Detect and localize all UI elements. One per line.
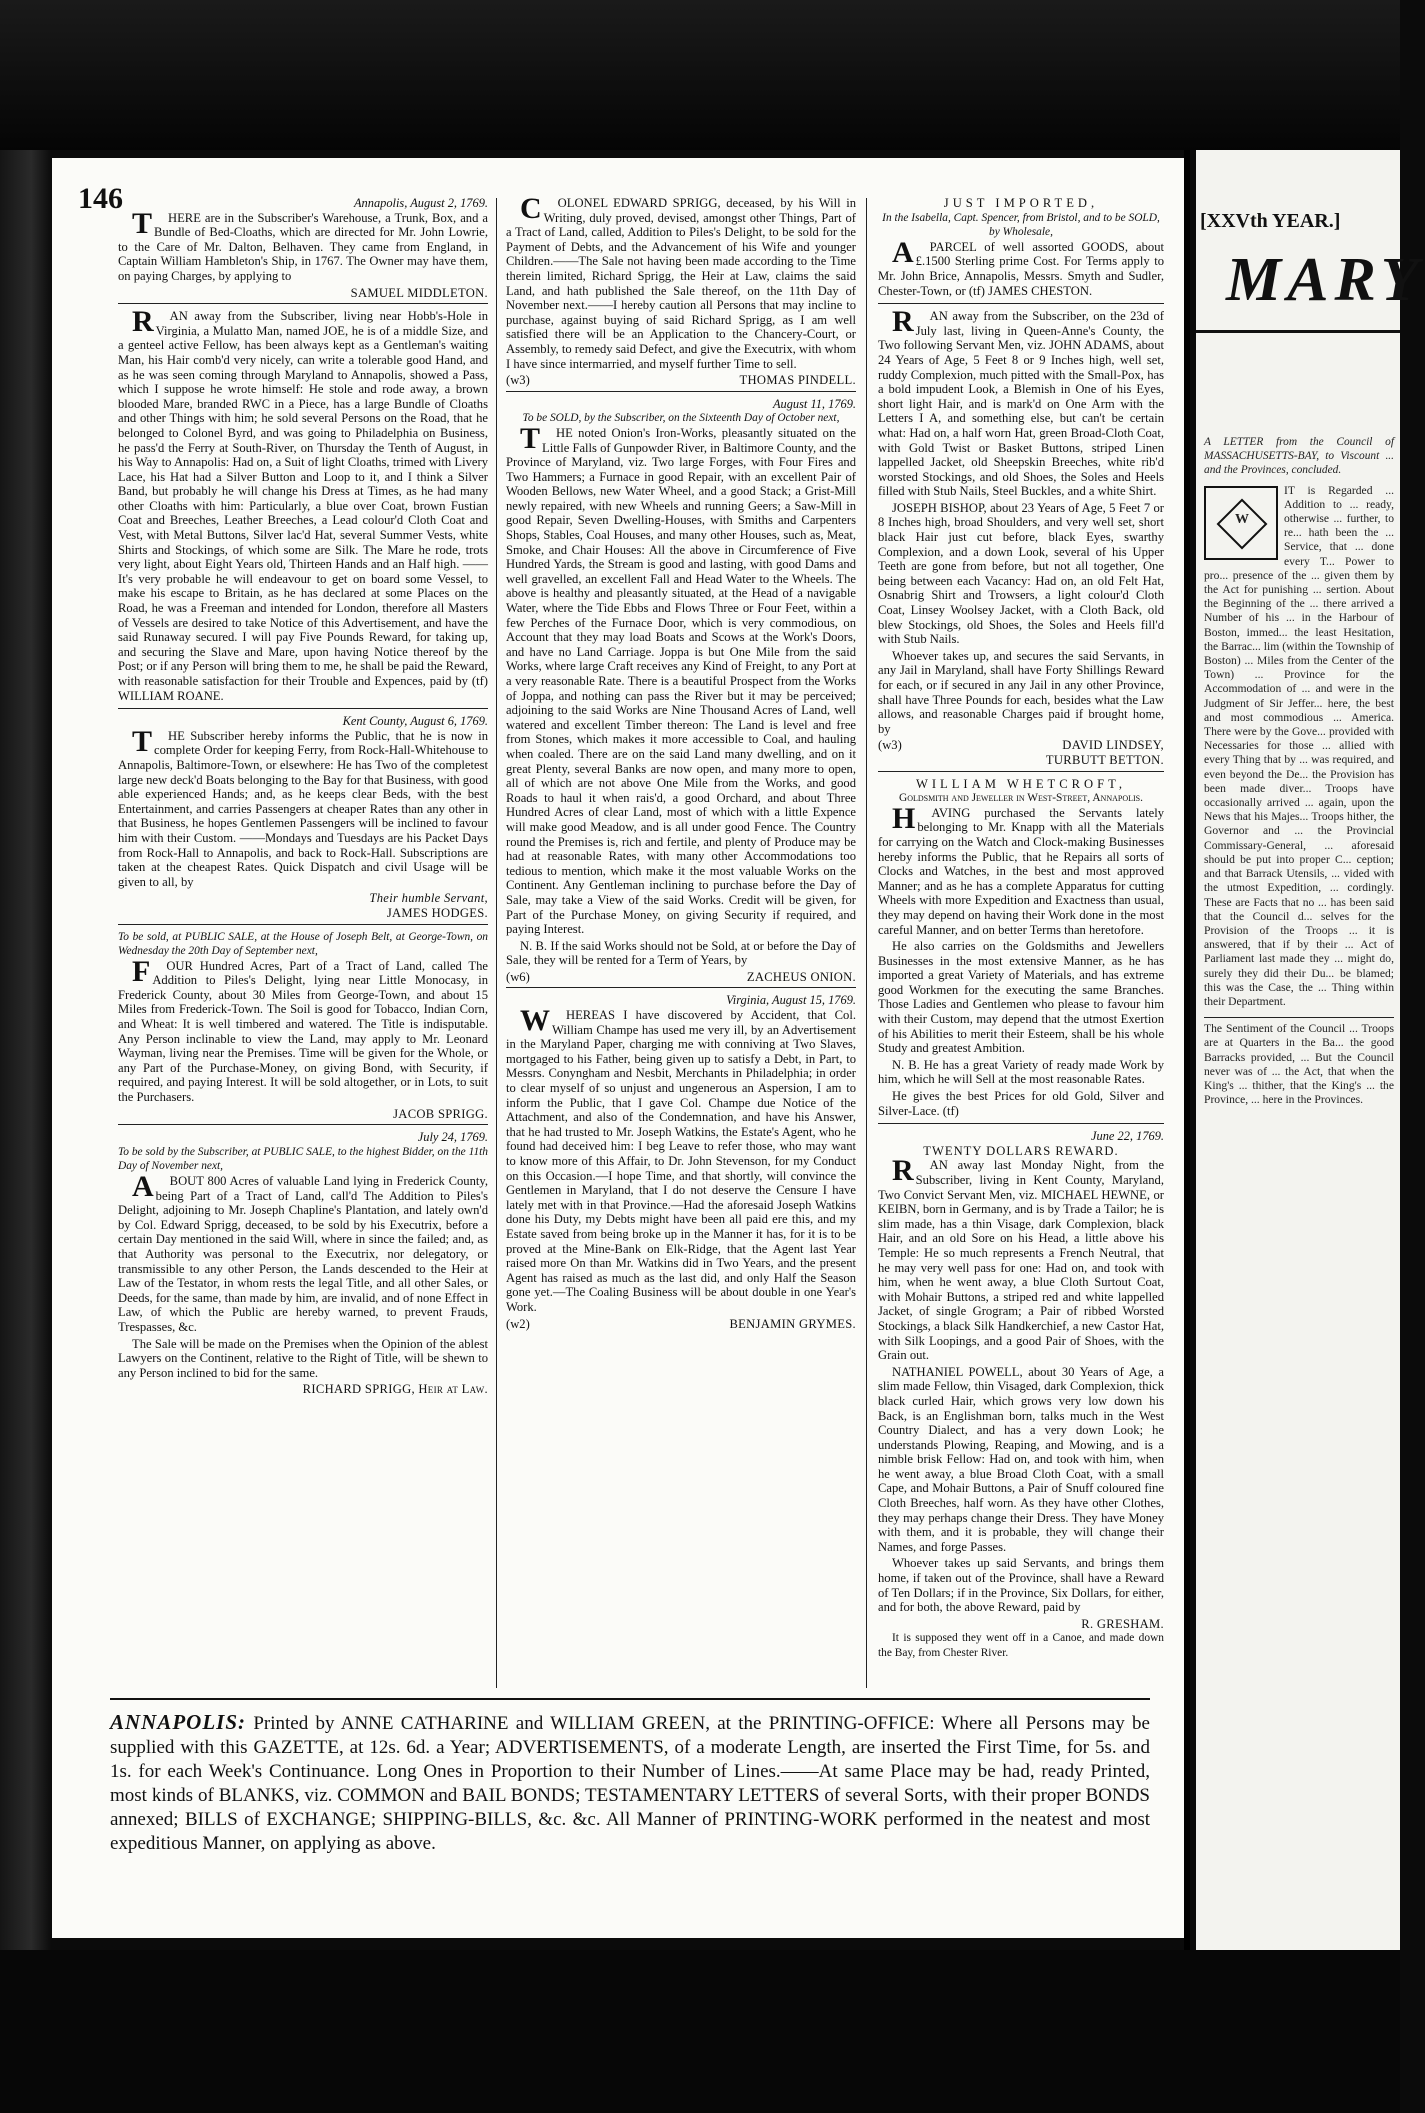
column-rule — [866, 198, 867, 1688]
book-gutter — [0, 150, 52, 2113]
ad-text: RAN away last Monday Night, from the Subscriber, living in Kent County, Maryland, Two Convict Servant Men, viz. MICHAEL HEWNE, or KEIBN, born in Germany, and is by Trade a Tailor; he is slim made, has a thin Visage, dark Complexion, black Hair, and an old Sore on his Head, a little above his Temple: He so much represents a French Neutral, that he may very well pass for one: Had on, and took with him, when he went away, a blue Cloth Surtout Coat, with Mohair Buttons, a striped red and white lappelled Jacket, of single Grogram; a Pair of ribbed Worsted Stockings, a black Silk Handkerchief, a new Castor Hat, with Silk Loopings, and a good Pair of Shoes, with the Grain out. — [878, 1154, 1164, 1363]
ad-code: (w2) — [506, 1316, 530, 1331]
ad-text: ABOUT 800 Acres of valuable Land lying in Frederick County, being Part of a Tract of Land, call'd The Addition to Piles's Delight, adjoining to Mr. Joseph Chapline's Plantation, and lately own'd by Col. Edward Sprigg, deceased, to be sold by his Executrix, before a certain Day mentioned in the said Will, where in since the failed; and, as that Authority was personal to the Executrix, nor delegatory, or transmissible to any other Person, the Lands descended to the Heir at Law of the Testator, in whom rests the legal Title, and all other Sales, or Deeds, for the same, than made by him, are invalid, and of none Effect in Law, of which the Public are hereby warned, to prevent Frauds, Trespasses, &c. — [118, 1170, 488, 1334]
ad-text-2: The Sale will be made on the Premises when the Opinion of the ablest Lawyers on the Continent, relative to the Right of Title, will be shewn to any Person inclined to bid for the same. — [118, 1336, 488, 1380]
signature: DAVID LINDSEY, — [1062, 738, 1164, 753]
signature-line — [506, 1317, 856, 1332]
signature: RICHARD SPRIGG, Heir at Law. — [302, 1382, 488, 1397]
column-1 — [118, 196, 488, 1397]
ad-note: N. B. He has a great Variety of ready made Work by him, which he will Sell at the most reasonable Rates. — [878, 1057, 1164, 1087]
printer-imprint — [110, 1710, 1150, 1856]
ad-text-2: NATHANIEL POWELL, about 30 Years of Age, a slim made Fellow, thin Visaged, dark Complexion, thick black curled Hair, which grows very low down his Back, is an Englishman born, talks much in the West Country Dialect, and has a very down Look; he understands Plowing, Reaping, and Mowing, and is a nimble brisk Fellow: Had on, and took with him, when he went away, a blue Broad Cloth Coat, with a small Cape, and Mohair Buttons, a Pair of Snuff coloured fine Cloth Breeches, half worn. As they have other Clothes, they may perhaps change their Dress. They have Money with them, and it is probable, they will change their Names, and forge Passes. — [878, 1364, 1164, 1554]
signature-line — [506, 970, 856, 985]
signature: JACOB SPRIGG. — [393, 1106, 488, 1121]
ad-subheading: Goldsmith and Jeweller in West-Street, Annapolis. — [899, 792, 1143, 805]
imprint-text: Printed by ANNE CATHARINE and WILLIAM GREEN, at the PRINTING-OFFICE: Where all Persons may be supplied with this GAZETTE, at 12s. 6d. a Year; ADVERTISEMENTS, of a moderate Length, are inserted the First Time, for 5s. and 1s. for each Week's Continuance. Long Ones in Proportion to their Number of Lines.——At same Place may be had, ready Printed, most kinds of BLANKS, viz. COMMON and BAIL BONDS; TESTAMENTARY LETTERS of several Sorts, with their proper BONDS annexed; BILLS of EXCHANGE; SHIPPING-BILLS, &c. &c. All Manner of PRINTING-WORK performed in the neatest and most expeditious Manner, on applying as above. — [110, 1713, 1150, 1854]
ad-twenty-dollars-reward — [878, 1129, 1164, 1660]
ad-text: WHEREAS I have discovered by Accident, that Col. William Champe has used me very ill, by an Advertisement in the Maryland Paper, charging me with conniving at Two Slaves, mortgaged to his Father, being given up to satisfy a Debt, in Part, to Messrs. Conyngham and Nesbit, Merchants in Philadelphia; in order to clear myself of so unjust and ungenerous an Aspersion, I am to inform the Public, that I gave Col. Champe due Notice of the Attachment, and also of the Condemnation, and have his Answer, that he had trusted to Mr. Joseph Watkins, the Estate's Agent, who he found had deceived him: I beg Leave to refer those, who may want to know more of this Affair, to Dr. John Stevenson, for my Conduct on this Occasion.—I hope Time, and that shortly, will convince the Gentlemen in Maryland, that I do not deserve the Censure I have lately met with in that Province.—Had the aforesaid Joseph Watkins done his Duty, my Debts might have been all paid ere this, and my Estate saved from being broke up in the Manner it has, for it is to be proved at the Mine-Bank on Elk-Ridge, that the Agent last Year raised more On than Mr. Watkins did in Two Years, and the present Agent has raised as much as the last did, and only Half the Season gone yet.—The Coaling Business will be about double in one Year's Work. — [506, 1004, 856, 1314]
ad-text: HAVING purchased the Servants lately belonging to Mr. Knapp with all the Materials for carrying on the Watch and Clock-making Businesses hereby informs the Public, that he Repairs all sorts of Clocks and Watches, in the best and most approved Manner; and as he has a complete Apparatus for cutting Wheels with more Expedition and Exactness than usual, they may depend on having their Work done in the most careful Manner, and on better Terms than heretofore. — [878, 801, 1164, 937]
ad-code: (w3) — [506, 373, 530, 388]
scan-background-bottom — [0, 1950, 1400, 2113]
ad-text-2: He also carries on the Goldsmiths and Jewellers Businesses in the most extensive Manner, as he has imported a great Variety of Materials, and has extreme good Workmen for the executing the same Branches. Those Ladies and Gentlemen who please to favour him with their Custom, may depend that the utmost Exertion of his Abilities to merit their Esteem, shall be his whole Study and greatest Ambition. — [878, 939, 1164, 1056]
column-rule — [496, 198, 497, 1688]
adjacent-text-2: The Sentiment of the Council ... Troops are at Quarters in the Ba... the good Barracks provided, ... But the Council never was of ... the Act, that when the King's ... thither, that the King's ... the Province, ... here in the Provinces. — [1204, 1017, 1394, 1107]
dateline: Virginia, August 15, 1769. — [726, 993, 856, 1008]
ad-subheading: In the Isabella, Capt. Spencer, from Bristol, and to be SOLD, by Wholesale, — [882, 211, 1160, 239]
ad-text: FOUR Hundred Acres, Part of a Tract of Land, called The Addition to Piles's Delight, lying near Little Monocasy, in Frederick County, about 30 Miles from George-Town, and about 15 Miles from Frederick-Town. The Soil is good for Tobacco, Indian Corn, and Wheat: It is well timbered and watered. The Title is indisputable. Any Person inclinable to view the Land, may apply to Mr. Leonard Wayman, living near the Premises. Time will be given for the Whole, or any Part of the Purchase-Money, on giving Bond, with Security, if required, and paying Interest. It will be sold altogether, or in Lots, to suit the Purchasers. — [118, 954, 488, 1105]
adjacent-year: [XXVth YEAR.] — [1200, 210, 1341, 232]
ad-land-sale-richard-sprigg — [118, 1130, 488, 1397]
ad-note: It is supposed they went off in a Canoe, and made down the Bay, from Chester River. — [878, 1632, 1164, 1659]
dateline: August 11, 1769. — [772, 396, 856, 411]
ad-heading: To be SOLD, by the Subscriber, on the Sixteenth Day of October next, — [522, 412, 840, 425]
ornamental-initial-icon — [1204, 486, 1278, 560]
signature: BENJAMIN GRYMES. — [729, 1316, 856, 1331]
scan-background-top — [0, 0, 1400, 150]
ad-public-sale-sprigg — [118, 930, 488, 1126]
signature: R. GRESHAM. — [1081, 1616, 1164, 1631]
newspaper-page — [52, 158, 1184, 1938]
adjacent-column — [1204, 435, 1394, 1107]
initial-letter: W — [1235, 511, 1249, 527]
dateline: Annapolis, August 2, 1769. — [353, 196, 488, 210]
footer-rule — [110, 1698, 1150, 1700]
signature-line — [506, 373, 856, 388]
ad-heading: TWENTY DOLLARS REWARD. — [923, 1143, 1119, 1158]
ad-runaway-joe — [118, 305, 488, 709]
ad-text: RAN away from the Subscriber, living near Hobb's-Hole in Virginia, a Mulatto Man, named JOE, he is of a middle Size, and a genteel active Fellow, has been always kept as a Gentleman's waiting Man, his Hair comb'd very nicely, can write a tolerable good Hand, and as he was seen coming through Maryland to Annapolis, showed a Pass, which I suppose he wrote himself: He stole and rode away, a brown blooded Mare, branded RWC in a Piece, has a large Bundle of Cloaths and other Things with him; he sold several Persons on the Road, that he belonged to Colonel Byrd, and was going to Philadelphia on Business, he pass'd the Ferry at South-River, on Thursday the Tenth of August, in his Way to Annapolis: Had on, a Suit of light Cloaths, trimed with Livery Lace, his Hat had a Silver Button and Loop to it, and I think a Silver Band, but probably he will change his Dress at Times, as he had many other Cloaths with him: Particularly, a blue over Coat, brown Fustian Coat and Breeches, Leather Breeches, a Lead colour'd Cloth Coat and Vest, with Metal Buttons, Silver lac'd Hat, several Summer Vests, white Shirts and Stockings, of which some are Silk. The Mare he rode, trots very light, about Eight Years old, Thirteen Hands and an Half high. ——It's very probable he will endeavour to get on board some Vessel, to make his escape to Britain, as he has declared at some Places on the Road, he was a Freeman and intended for London, therefore all Masters of Vessels are desired to take Notice of this Advertisement, and have the said Runaway secured. I will pay Five Pounds Reward, for taking up, and securing the Slave and Mare, upon having Notice thereof by the Post; or if any Person will bring them to me, he shall be paid the Reward, with reasonable satisfaction for their Trouble and Expences, paid by (tf) WILLIAM ROANE. — [118, 305, 488, 703]
page-edge-shadow — [1184, 150, 1190, 1950]
imprint-place: ANNAPOLIS: — [110, 1710, 247, 1734]
ad-heading: WILLIAM WHETCROFT, — [915, 776, 1127, 791]
ad-code: (w3) — [878, 738, 902, 753]
closing: Their humble Servant, — [369, 891, 488, 906]
ad-note: N. B. If the said Works should not be Sold, at or before the Day of Sale, they will be rented for a Term of Years, by — [506, 938, 856, 968]
ad-text: THERE are in the Subscriber's Warehouse, a Trunk, Box, and a Bundle of Bed-Cloaths, which are directed for Mr. John Lowrie, to the Care of Mr. Dalton, Belhaven. They came from England, in Captain William Hambleton's Ship, in 1767. The Owner may have them, on paying Charges, by applying to — [118, 206, 488, 283]
column-2 — [506, 192, 856, 1331]
ad-caution-pindell — [506, 192, 856, 392]
ad-runaway-servants-lindsey — [878, 305, 1164, 771]
adjacent-text: IT is Regarded ... Addition to ... ready, otherwise ... further, to re... hath been the ... Service, that ... done every T... Power to pro... presence of the ... given them by the Act for punishing ... sertion. About the Beginning of the ... there arrived a Number of his ... in the Harbour of Boston, immed... the least Hesitation, the Barrac... lim (within the Township of Boston) ... Miles from the Center of the Town) ... Province for the Accommodation of ... and were in the Judgment of Sir Jeffer... here, the best and most commodious ... America. There were by the Gove... provided with Necessaries for those ... allied with every Thing that by ... was required, and even beyond the De... the Provision has been made diver... Troops have occasionally arrived ... again, upon the News that his Majes... Troops hither, the Governor and ... the Provincial Commissary-General, ... aforesaid should be put into proper C... ception; and that Barrack Utensils, ... vided with the utmost Expedition, ... cordingly. These are Facts that no ... has been said that the Council d... selves for the Provision of the Troops ... it is answered, that if by their ... Act of Parliament last made they ... might do, surely they did their Du... be blamed; this was the Case, the ... Thing within their Department. — [1204, 483, 1394, 1008]
ad-just-imported — [878, 196, 1164, 304]
masthead-rule — [1196, 330, 1400, 333]
signature: JAMES HODGES. — [386, 905, 488, 920]
ad-text-3: Whoever takes up said Servants, and brings them home, if taken out of the Province, shall have a Reward of Ten Dollars; if in the Province, Six Dollars, for either, and for both, the above Reward, paid by — [878, 1556, 1164, 1615]
ad-text: THE noted Onion's Iron-Works, pleasantly situated on the Little Falls of Gunpowder River, in Baltimore County, and the Province of Maryland, viz. Two large Forges, with Four Fires and Two Hammers; a Furnace in good Repair, with an excellent Pair of Wooden Bellows, new Water Wheel, and a good Stack; a Grist-Mill newly repaired, with new Wheels and running Geers; a Saw-Mill in good Repair, Seven Dwelling-Houses, with Smiths and Carpenters Shops, Stables, Coal Houses, and many other Houses, such as, Meat, Smoke, and Chair Houses: All the above in Circumference of Five Hundred Yards, the Stream is good and lasting, with good Dams and well gravelled, an excellent Fall and Head Water to the Wheels. The above is healthy and pleasantly situated, at the Head of a navigable Water, where the Tide Ebbs and Flows Three or Four Feet, within a few Perches of the Furnace Door, which is very commodious, on Account that they may load Boats and Scows at the Work's Doors, and have no Land Carriage. Joppa is but One Mile from the said Works, where large Craft receives any Kind of Freight, to any Port at a very reasonable Rate. There is a beautiful Prospect from the Works of Joppa, and nothing can pass the River but it may be perceived; adjoining to the said Works are Nine Thousand Acres of Land, well watered and excellent Timber thereon: The Land is level and free from Stones, which makes it more accessible to Coal, and hauling when coaled. There are on the said Land many dwelling, and on it great Plenty, several Banks are now open, and many more to open, all of which are not above One Mile from the Works, and good Roads to haul it when rais'd, a good Orchard, and about Three Hundred Acres of clear Land, most of which with a little Expence will make good Meadow, and is all under good Fence. The Country round the Premises is, rich and fertile, and plenty of Produce may be had at reasonable Rates, with many other Accommodations too tedious to mention, which make it the most valuable Works on the Continent. Any Gentleman inclining to purchase before the Day of Sale, may take a View of the said Works. Credit will be given, for Part of the Purchase Money, on giving Security if required, and paying Interest. — [506, 421, 856, 937]
ad-code: (w6) — [506, 969, 530, 984]
dateline: June 22, 1769. — [1091, 1129, 1164, 1144]
ad-whetcroft-goldsmith — [878, 777, 1164, 1125]
column-3 — [878, 196, 1164, 1663]
ad-note-2: He gives the best Prices for old Gold, Silver and Silver-Lace. (tf) — [878, 1089, 1164, 1118]
page-number: 146 — [78, 182, 123, 215]
ad-text: THE Subscriber hereby informs the Public, that he is now in complete Order for keeping Ferry, from Rock-Hall-Whitehouse to Annapolis, Baltimore-Town, or elsewhere: He has Two of the completest large new deck'd Boats belonging to the Bay for that Business, with good able experienced Hands; and, as he keeps clear Beds, with the best Entertainment, and carries Passengers at cheaper Rates than any other in that Business, he hopes Gentlemen Passengers will be inclined to favour him with their Custom. ——Mondays and Tuesdays are his Packet Days from Rock-Hall to Annapolis, and back to Rock-Hall. Subscriptions are taken at the cheapest Rates. Quick Dispatch and civil Usage will be given to all, by — [118, 724, 488, 889]
signature: THOMAS PINDELL. — [739, 373, 856, 388]
ad-warehouse-trunk — [118, 196, 488, 304]
adjacent-masthead: MARY — [1226, 246, 1425, 314]
adjacent-intro: A LETTER from the Council of MASSACHUSETTS-BAY, to Viscount ... and the Provinces, concluded. — [1204, 436, 1394, 477]
ad-grymes-letter — [506, 993, 856, 1331]
ad-text: RAN away from the Subscriber, on the 23d of July last, living in Queen-Anne's County, the Two following Servant Men, viz. JOHN ADAMS, about 24 Years of Age, 5 Feet 8 or 9 Inches high, well set, ruddy Complexion, much pitted with the Small-Pox, has a bold impudent Look, a Blemish in One of his Eyes, short light Hair, and is mark'd on One Arm with the Letters I A, and something else, but can't be certain what: Had on, a half worn Hat, green Broad-Cloth Coat, with Gold Twist or Basket Buttons, striped Linen lappelled Jacket, old Sheepskin Breeches, white rib'd worsted Stockings, and old Shoes, the Soles and Heels filled with Stub Nails, Steel Buckles, and a white Shirt. — [878, 305, 1164, 499]
ad-heading: JUST IMPORTED, — [943, 196, 1099, 210]
ad-text-2: JOSEPH BISHOP, about 23 Years of Age, 5 Feet 7 or 8 Inches high, broad Shoulders, and very well set, short black Hair just cut before, black Eyes, swarthy Complexion, and a down Look, several of his Upper Teeth are gone from before, but not all together, One being between each Vacancy: Had on, an old Felt Hat, Osnabrig Shirt and Trowsers, a light colour'd Cloth Coat, Linsey Woolsey Jacket, with a Cloth Back, old blew Stockings, old Shoes, the Soles and Heels fill'd with Stub Nails. — [878, 500, 1164, 647]
ad-text: COLONEL EDWARD SPRIGG, deceased, by his Will in Writing, duly proved, devised, amongst other Things, Part of a Tract of Land, called, Addition to Piles's Delight, to be sold for the Payment of Debts, and the Advancement of his Wife and younger Children.——The Sale not having been made according to the Time therein limited, Richard Sprigg, the Heir at Law, claims the said Land, and hath published the Sale thereof, on the 11th Day of November next.——I hereby caution all Persons that may incline to purchase, against buying of said Richard Sprigg, as I am well satisfied there will be an Application to the Chancery-Court, or Assembly, to remedy said Defect, and give the Executrix, with whom I have since intermarried, and myself further Time to sell. — [506, 192, 856, 371]
ad-text-3: Whoever takes up, and secures the said Servants, in any Jail in Maryland, shall have Forty Shillings Reward for each, or if secured in any Jail in any other Province, shall have Three Pounds for each, besides what the Law allows, and reasonable Charges paid if brought home, by — [878, 648, 1164, 736]
signature: SAMUEL MIDDLETON. — [350, 285, 488, 300]
ad-heading: To be sold by the Subscriber, at PUBLIC SALE, to the highest Bidder, on the 11th Day of November next, — [118, 1145, 488, 1173]
ad-text: APARCEL of well assorted GOODS, about £.1500 Sterling prime Cost. For Terms apply to Mr. John Brice, Annapolis, Messrs. Smyth and Sudler, Chester-Town, or (tf) JAMES CHESTON. — [878, 235, 1164, 298]
dateline: July 24, 1769. — [417, 1130, 488, 1145]
signature: ZACHEUS ONION. — [746, 969, 856, 984]
adjacent-page — [1196, 150, 1425, 1950]
ad-iron-works — [506, 397, 856, 989]
ad-heading: To be sold, at PUBLIC SALE, at the House of Joseph Belt, at George-Town, on Wednesday the 20th Day of September next, — [118, 930, 488, 958]
signature-2: TURBUTT BETTON. — [1045, 752, 1164, 767]
ad-ferry-hodges — [118, 714, 488, 924]
dateline: Kent County, August 6, 1769. — [342, 714, 488, 729]
signature-line — [878, 738, 1164, 753]
